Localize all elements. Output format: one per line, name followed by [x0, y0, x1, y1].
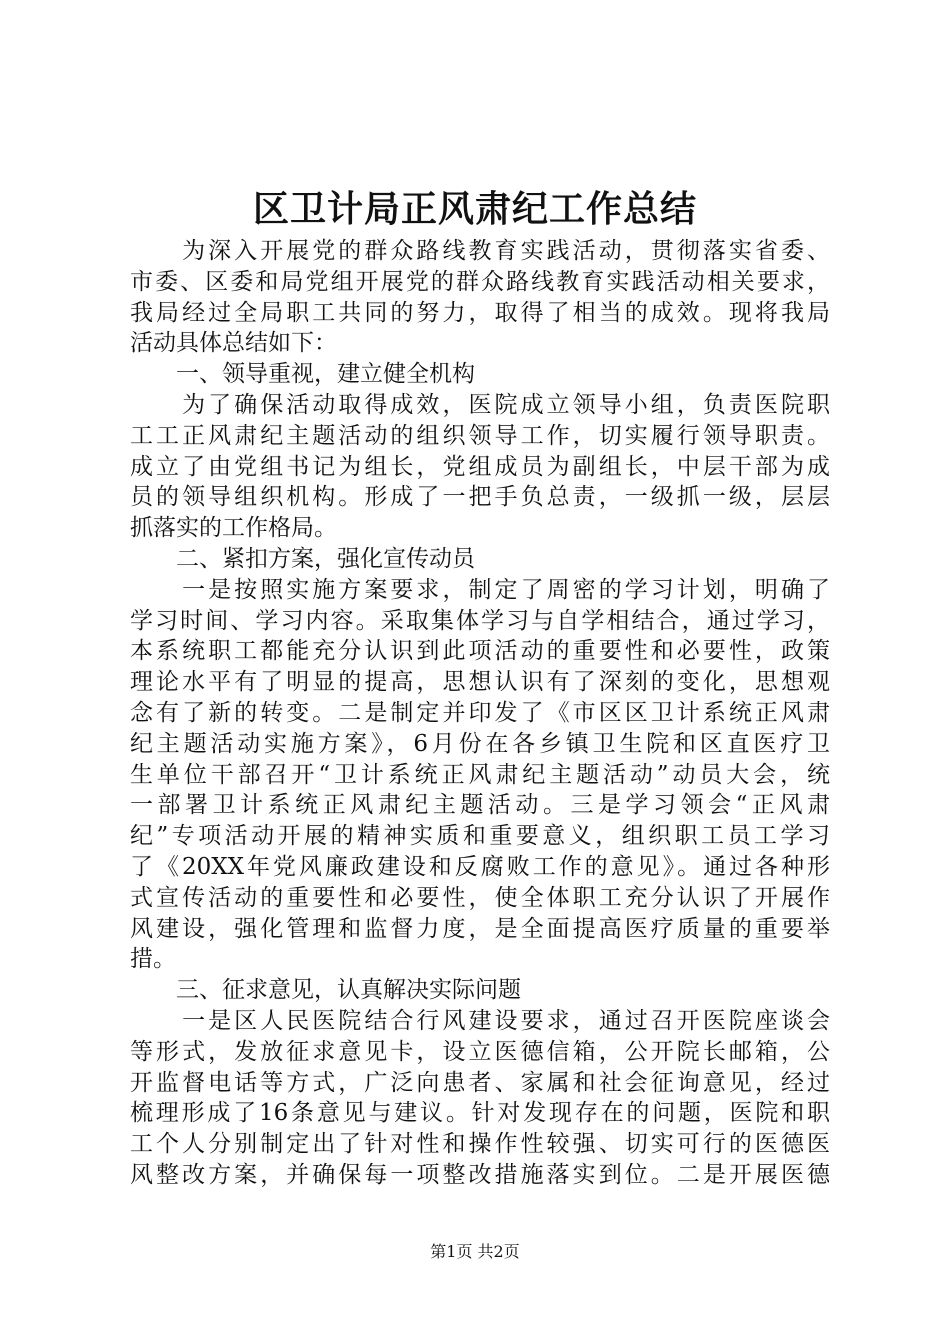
text-line: 员的领导组织机构。形成了一把手负总责，一级抓一级，层层 — [130, 484, 830, 511]
text-line: 为深入开展党的群众路线教育实践活动，贯彻落实省委、 — [130, 238, 830, 264]
text-line: 等形式，发放征求意见卡，设立医德信箱，公开院长邮箱，公 — [130, 1038, 830, 1065]
text-line: 生单位干部召开“卫计系统正风肃纪主题活动”动员大会，统 — [130, 761, 830, 788]
text-line: 工工正风肃纪主题活动的组织领导工作，切实履行领导职责。 — [130, 422, 830, 449]
text-line: 一、领导重视，建立健全机构 — [130, 361, 475, 388]
text-line: 成立了由党组书记为组长，党组成员为副组长，中层干部为成 — [130, 453, 830, 480]
text-line: 纪主题活动实施方案》，6月份在各乡镇卫生院和区直医疗卫 — [130, 730, 830, 757]
text-line: 一是区人民医院结合行风建设要求，通过召开医院座谈会 — [130, 1007, 830, 1034]
text-line: 纪”专项活动开展的精神实质和重要意义，组织职工员工学习 — [130, 823, 830, 850]
text-line: 措。 — [130, 946, 176, 973]
text-line: 二、紧扣方案，强化宣传动员 — [130, 545, 475, 572]
text-line: 风建设，强化管理和监督力度，是全面提高医疗质量的重要举 — [130, 915, 830, 942]
text-line: 一部署卫计系统正风肃纪主题活动。三是学习领会“正风肃 — [130, 792, 830, 819]
text-line: 了《20XX年党风廉政建设和反腐败工作的意见》。通过各种形 — [130, 853, 830, 880]
text-line: 念有了新的转变。二是制定并印发了《市区区卫计系统正风肃 — [130, 699, 830, 726]
document-body — [130, 236, 830, 1191]
text-line: 市委、区委和局党组开展党的群众路线教育实践活动相关要求， — [130, 268, 830, 295]
text-line: 抓落实的工作格局。 — [130, 515, 337, 542]
text-line: 梳理形成了16条意见与建议。针对发现存在的问题，医院和职 — [130, 1100, 830, 1127]
document-title: 区卫计局正风肃纪工作总结 — [252, 188, 697, 230]
text-line: 式宣传活动的重要性和必要性，使全体职工充分认识了开展作 — [130, 884, 830, 911]
text-line: 理论水平有了明显的提高，思想认识有了深刻的变化，思想观 — [130, 669, 830, 696]
text-line: 一是按照实施方案要求，制定了周密的学习计划，明确了 — [130, 576, 830, 603]
text-line: 三、征求意见，认真解决实际问题 — [130, 977, 521, 1004]
text-line: 开监督电话等方式，广泛向患者、家属和社会征询意见，经过 — [130, 1069, 830, 1096]
text-line: 工个人分别制定出了针对性和操作性较强、切实可行的医德医 — [130, 1131, 830, 1158]
page-footer: 第1页 共2页 — [430, 1242, 520, 1261]
text-line: 活动具体总结如下： — [130, 330, 337, 357]
text-line: 为了确保活动取得成效，医院成立领导小组，负责医院职 — [130, 391, 830, 418]
text-line: 风整改方案，并确保每一项整改措施落实到位。二是开展医德 — [130, 1161, 830, 1188]
text-line: 我局经过全局职工共同的努力，取得了相当的成效。现将我局 — [130, 299, 830, 326]
text-line: 本系统职工都能充分认识到此项活动的重要性和必要性，政策 — [130, 638, 830, 665]
text-line: 学习时间、学习内容。采取集体学习与自学相结合，通过学习， — [130, 607, 830, 634]
